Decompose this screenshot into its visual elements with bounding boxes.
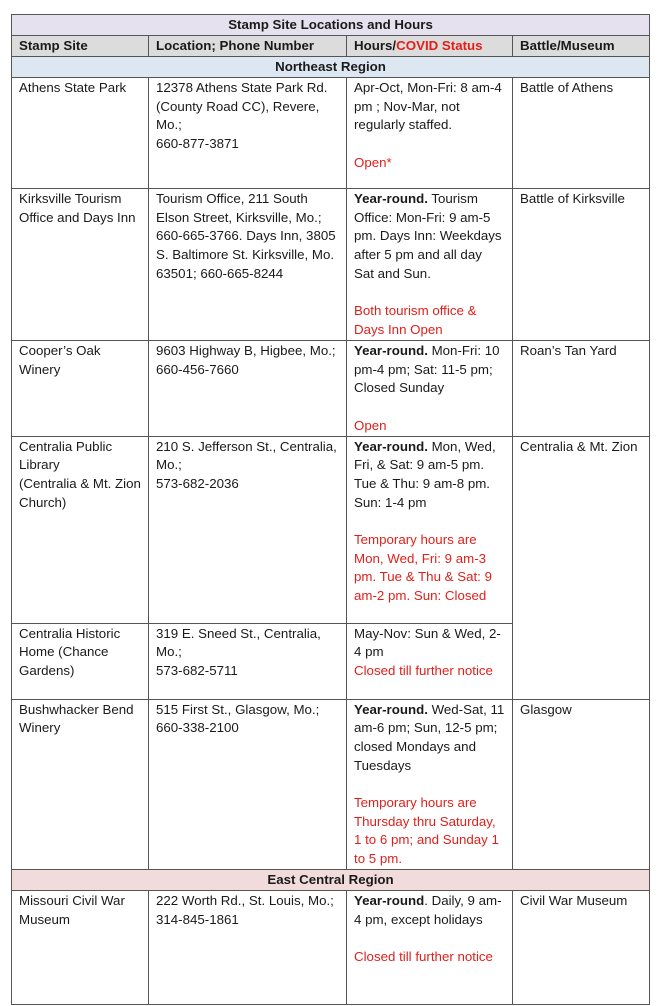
hours-text: Tourism Office: Mon-Fri: 9 am-5 pm. Days Inn: Weekdays after 5 pm and all day Sat and Sun. [354, 191, 502, 281]
site-battle: Civil War Museum [513, 890, 650, 1004]
hours-bold: Year-round. [354, 701, 428, 717]
covid-status: Both tourism office & Days Inn Open [354, 303, 477, 337]
region-northeast: Northeast Region [12, 57, 650, 78]
table-row [12, 189, 650, 341]
site-hours [347, 890, 513, 1004]
header-hours-label: Hours/ [354, 38, 397, 53]
table-row [12, 436, 650, 623]
site-name: Bushwhacker Bend Winery [12, 699, 149, 869]
hours-text: May-Nov: Sun & Wed, 2-4 pm [354, 625, 501, 660]
site-location: 319 E. Sneed St., Centralia, Mo.; 573-682-5711 [149, 623, 347, 699]
site-hours [347, 189, 513, 341]
hours-bold: Year-round. [354, 191, 428, 206]
hours-text: . Daily, 9 am-4 pm, except holidays [354, 892, 502, 927]
header-battle: Battle/Museum [513, 36, 650, 57]
table-row [12, 699, 650, 869]
covid-status: Closed till further notice [354, 662, 493, 678]
site-location: 222 Worth Rd., St. Louis, Mo.; 314-845-1861 [149, 890, 347, 1004]
site-battle: Battle of Athens [513, 78, 650, 189]
hours-bold: Year-round [354, 892, 425, 908]
covid-status: Open [354, 417, 387, 433]
site-location: Tourism Office, 211 South Elson Street, Kirksville, Mo.; 660-665-3766. Days Inn, 3805 S. Baltimore St. Kirksville, Mo. 63501; 660-665-8244 [149, 189, 347, 341]
hours-text: Wed-Sat, 11 am-6 pm; Sun, 12-5 pm; closed Mondays and Tuesdays [354, 701, 505, 773]
table-row [12, 890, 650, 1004]
covid-status: Temporary hours are Thursday thru Saturday, 1 to 6 pm; and Sunday 1 to 5 pm. [354, 795, 499, 867]
site-hours [347, 623, 513, 699]
header-hours [347, 36, 513, 57]
site-name: Centralia Historic Home (Chance Gardens) [12, 623, 149, 699]
site-location: 515 First St., Glasgow, Mo.; 660-338-2100 [149, 699, 347, 869]
table-title: Stamp Site Locations and Hours [12, 15, 650, 36]
covid-status: Temporary hours are Mon, Wed, Fri: 9 am-3 pm. Tue & Thu & Sat: 9 am-2 pm. Sun: Closed [354, 532, 492, 604]
table-row [12, 78, 650, 189]
stamp-site-table [11, 14, 650, 1005]
site-name: Athens State Park [12, 78, 149, 189]
hours-text: Mon, Wed, Fri, & Sat: 9 am-5 pm. Tue & Thu: 9 am-8 pm. Sun: 1-4 pm [354, 438, 496, 510]
site-battle: Roan’s Tan Yard [513, 341, 650, 437]
hours-text: Mon-Fri: 10 pm-4 pm; Sat: 11-5 pm; Closed Sunday [354, 343, 500, 396]
table-row [12, 341, 650, 437]
site-hours [347, 78, 513, 189]
hours-bold: Year-round. [354, 438, 428, 454]
site-name: Cooper’s Oak Winery [12, 341, 149, 437]
site-hours [347, 436, 513, 623]
header-covid-label: COVID Status [396, 38, 483, 53]
header-stamp-site: Stamp Site [12, 36, 149, 57]
region-east-central: East Central Region [12, 869, 650, 890]
site-location: 210 S. Jefferson St., Centralia, Mo.; 573-682-2036 [149, 436, 347, 623]
site-battle: Centralia & Mt. Zion [513, 436, 650, 699]
covid-status: Closed till further notice [354, 948, 493, 964]
site-name: Missouri Civil War Museum [12, 890, 149, 1004]
header-location: Location; Phone Number [149, 36, 347, 57]
site-location: 9603 Highway B, Higbee, Mo.; 660-456-7660 [149, 341, 347, 437]
site-hours [347, 341, 513, 437]
covid-status: Open* [354, 154, 392, 170]
hours-text: Apr-Oct, Mon-Fri: 8 am-4 pm ; Nov-Mar, not regularly staffed. [354, 80, 502, 133]
site-battle: Glasgow [513, 699, 650, 869]
site-location: 12378 Athens State Park Rd. (County Road CC), Revere, Mo.; 660-877-3871 [149, 78, 347, 189]
site-name: Kirksville Tourism Office and Days Inn [12, 189, 149, 341]
site-battle: Battle of Kirksville [513, 189, 650, 341]
hours-bold: Year-round. [354, 343, 428, 358]
site-name: Centralia Public Library (Centralia & Mt. Zion Church) [12, 436, 149, 623]
site-hours [347, 699, 513, 869]
